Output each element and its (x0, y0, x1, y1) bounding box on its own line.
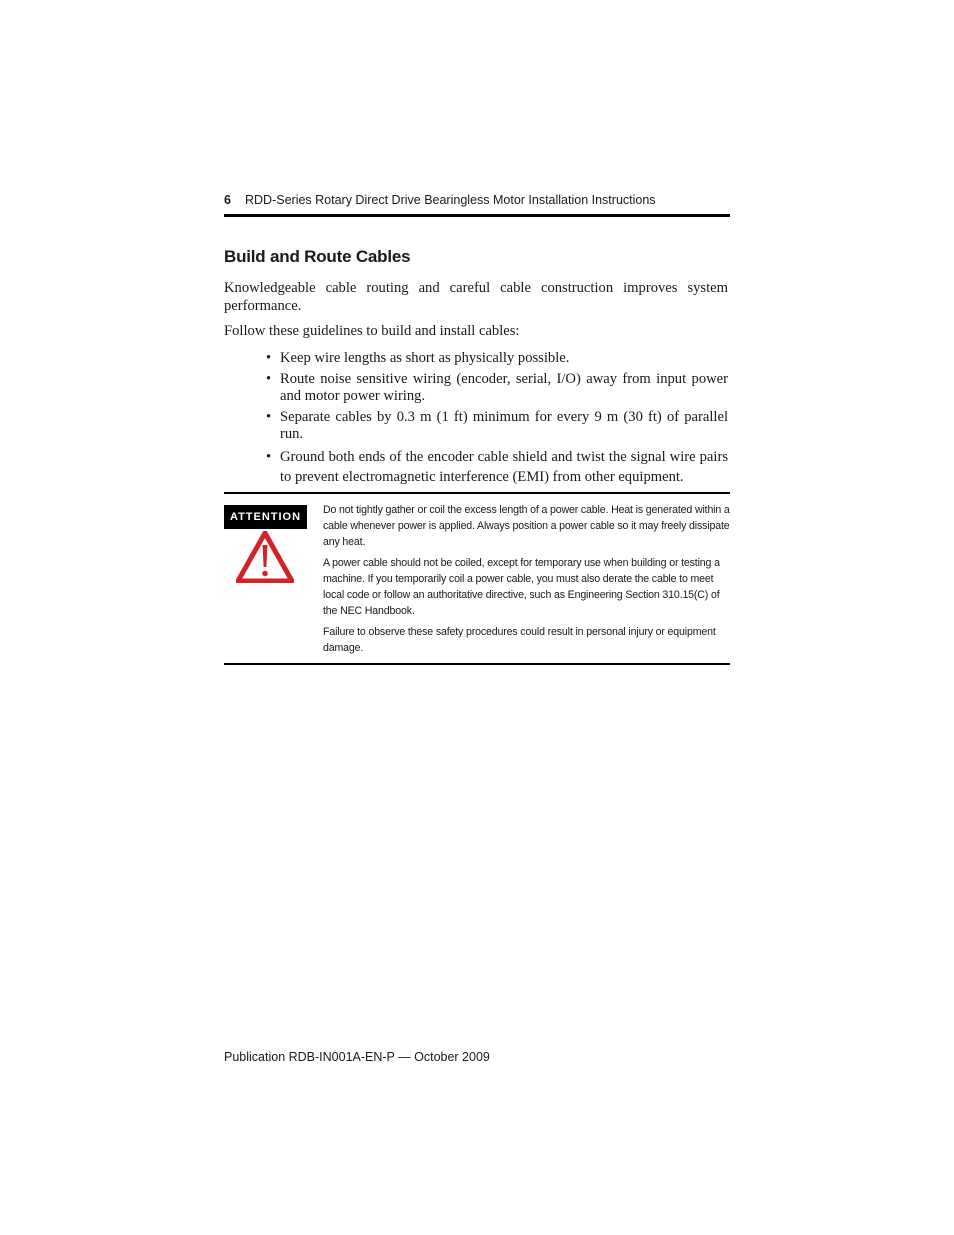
list-item: • Route noise sensitive wiring (encoder, serial, I/O) away from input power and motor power wiring. (266, 370, 728, 404)
bullet-icon: • (266, 448, 272, 465)
bullet-icon: • (266, 408, 272, 425)
running-header (224, 192, 730, 208)
bullet-icon: • (266, 370, 272, 387)
lead-paragraph: Follow these guidelines to build and install cables: (224, 323, 520, 339)
page-number: 6 (224, 193, 231, 207)
attention-text (323, 502, 730, 661)
attention-paragraph: Do not tightly gather or coil the excess length of a power cable. Heat is generated within a cable whenever power is applied. Always position a power cable so it may freely dissipate any heat. (323, 504, 730, 548)
attention-paragraph: Failure to observe these safety procedures could result in personal injury or equipment damage. (323, 626, 716, 654)
attention-label: ATTENTION (224, 505, 307, 529)
list-item: • Keep wire lengths as short as physically possible. (266, 350, 570, 366)
attention-bottom-rule (224, 663, 730, 665)
section-title: Build and Route Cables (224, 247, 411, 266)
document-title: RDD-Series Rotary Direct Drive Bearingless Motor Installation Instructions (245, 193, 656, 207)
list-item: • Separate cables by 0.3 m (1 ft) minimum for every 9 m (30 ft) of parallel run. (266, 408, 728, 442)
warning-triangle-icon (236, 531, 294, 583)
list-item: • Ground both ends of the encoder cable shield and twist the signal wire pairs to prevent electromagnetic interference (EMI) from other equipment. (266, 448, 728, 485)
guideline-list (266, 350, 728, 490)
bullet-icon: • (266, 350, 272, 366)
intro-paragraph: Knowledgeable cable routing and careful cable construction improves system performance. (224, 280, 728, 314)
attention-paragraph: A power cable should not be coiled, except for temporary use when building or testing a machine. If you temporarily coil a power cable, you must also derate the cable to meet local code or follow an authoritative directive, such as Engineering Section 310.15(C) of the NEC Handbook. (323, 557, 720, 617)
publication-footer: Publication RDB-IN001A-EN-P — October 2009 (224, 1050, 490, 1064)
header-rule (224, 214, 730, 217)
attention-top-rule (224, 492, 730, 494)
